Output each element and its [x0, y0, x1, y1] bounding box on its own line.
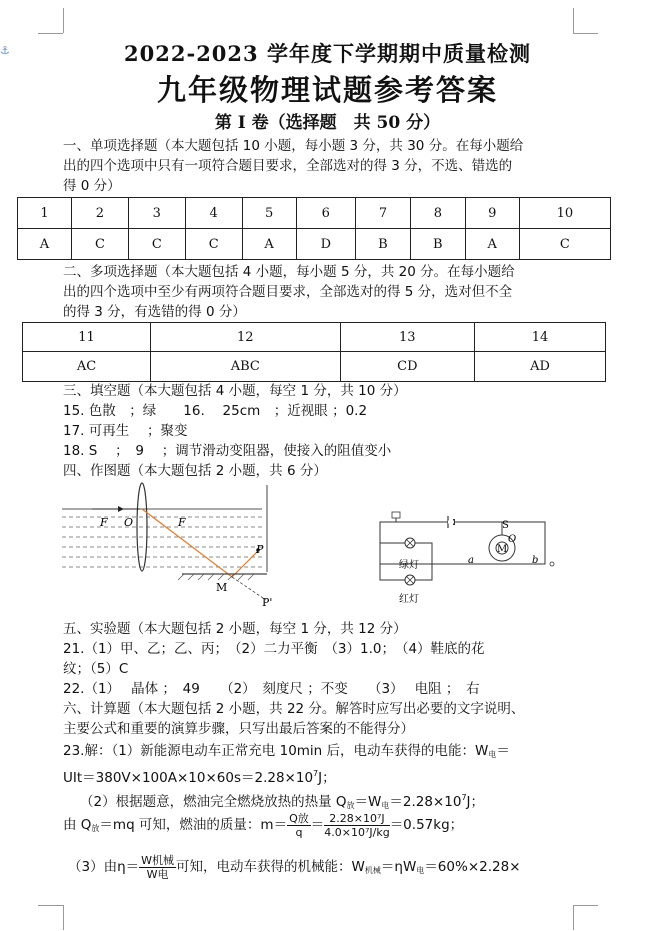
answer-line-21a: 21.（1）甲、乙；乙、丙； （2）二力平衡 （3）1.0； （4）鞋底的花	[63, 641, 485, 657]
table-cell: B	[410, 229, 465, 260]
fraction-efficiency	[139, 854, 176, 881]
exam-title: 2022-2023 学年度下学期期中质量检测	[124, 41, 531, 66]
denominator: q	[295, 825, 303, 839]
crop-mark-top-left	[63, 8, 64, 33]
table-cell: 4	[185, 198, 242, 229]
text-segment: ＝	[496, 743, 510, 759]
page-anchor-icon: ⚓	[0, 44, 10, 57]
crop-mark-top-right-h	[573, 33, 598, 34]
superscript: 7	[313, 769, 319, 778]
denominator: 4.0×10⁷J/kg	[324, 825, 390, 839]
section2-intro-1: 二、多项选择题（本大题包括 4 小题，每小题 5 分，共 20 分。在每小题给	[63, 264, 515, 280]
table-cell: A	[465, 229, 519, 260]
table-cell: ABC	[150, 352, 340, 382]
table-cell: 8	[410, 198, 465, 229]
section6-title: 六、计算题（本大题包括 2 小题，共 22 分。解答时应写出必要的文字说明、	[63, 701, 525, 717]
answer-23-line-5	[68, 850, 578, 888]
subscript: 电	[381, 801, 390, 810]
table-cell: 14	[475, 323, 606, 352]
circuit-label-b: b	[532, 555, 539, 566]
single-choice-answer-table	[17, 197, 611, 260]
optics-diagram	[62, 482, 277, 612]
circuit-label-green-lamp: 绿灯	[399, 560, 419, 571]
crop-mark-bottom-right	[573, 905, 574, 930]
optics-label-p: P	[256, 543, 264, 556]
subscript: 电	[488, 750, 497, 759]
subscript: 电	[416, 866, 425, 875]
text-segment: ＝mq 可知，燃油的质量：m＝	[99, 817, 288, 833]
circuit-label-a: a	[468, 555, 474, 566]
answer-line-17: 17. 可再生 ；聚变	[63, 423, 188, 439]
section2-intro-2: 出的四个选项中至少有两项符合题目要求，全部选对的得 5 分，选对但不全	[63, 284, 513, 300]
section6-title-2: 主要公式和重要的演算步骤，只写出最后答案的不能得分）	[63, 721, 414, 737]
answer-line-21b: 纹；（5）C	[63, 661, 129, 677]
table-cell: 2	[71, 198, 128, 229]
text-segment: （3）由η＝	[68, 859, 140, 875]
text-segment: 由 Q	[63, 817, 92, 833]
optics-label-p-prime: P'	[262, 596, 273, 609]
text-segment: ＝0.57kg；	[389, 817, 464, 833]
text-segment: 23.解：（1）新能源电动车正常充电 10min 后，电动车获得的电能：W	[63, 743, 489, 759]
text-segment: ＝60%×2.28×	[424, 859, 521, 875]
table-cell: C	[128, 229, 185, 260]
section1-intro-2: 出的四个选项中只有一项符合题目要求，全部选对的得 3 分，不选、错选的	[63, 158, 513, 174]
text-segment: ＝	[310, 817, 325, 833]
answer-line-22: 22.（1） 晶体 ； 49 （2） 刻度尺 ；不变 （3） 电阻 ； 右	[63, 681, 480, 697]
table-cell: 11	[23, 323, 151, 352]
fraction-q-over-q	[287, 812, 311, 839]
denominator: W电	[146, 867, 169, 881]
page-title: 九年级物理试题参考答案	[156, 73, 498, 107]
optics-label-f-right: F	[178, 516, 186, 529]
table-cell: A	[242, 229, 296, 260]
optics-label-o: O	[124, 516, 134, 529]
table-cell: D	[296, 229, 355, 260]
crop-mark-top-left-h	[38, 33, 63, 34]
table-cell: C	[71, 229, 128, 260]
subscript: 放	[91, 824, 100, 833]
table-cell: B	[356, 229, 411, 260]
section5-title: 五、实验题（本大题包括 2 小题，每空 1 分，共 12 分）	[63, 621, 407, 637]
text-segment: 可知，电动车获得的机械能：W	[176, 859, 365, 875]
text-segment: UIt＝380V×100A×10×60s＝2.28×10	[63, 770, 314, 786]
answer-line-18: 18. S ； 9 ；调节滑动变阻器，使接入的阻值变小	[63, 443, 392, 459]
section2-intro-3: 的得 3 分，有选错的得 0 分）	[63, 304, 246, 320]
table-cell: 3	[128, 198, 185, 229]
crop-mark-bottom-right-h	[573, 905, 598, 906]
circuit-label-o: O	[508, 534, 517, 545]
circuit-label-red-lamp: 红灯	[399, 594, 419, 605]
subscript: 放	[346, 801, 355, 810]
table-cell: C	[185, 229, 242, 260]
crop-mark-top-right	[573, 8, 574, 33]
table-cell: 7	[356, 198, 411, 229]
section4-title: 四、作图题（本大题包括 2 小题，共 6 分）	[63, 463, 327, 479]
table-cell: A	[18, 229, 72, 260]
section3-title: 三、填空题（本大题包括 4 小题，每空 1 分，共 10 分）	[63, 383, 407, 399]
table-cell: AD	[475, 352, 606, 382]
table-cell: C	[519, 229, 610, 260]
multi-choice-answer-table	[22, 322, 606, 382]
numerator: 2.28×10⁷J	[324, 812, 389, 826]
part-title: 第 I 卷（选择题 共 50 分）	[214, 113, 441, 133]
crop-mark-bottom-left-h	[38, 905, 63, 906]
subscript: 机械	[364, 866, 381, 875]
text-segment: J；	[466, 794, 485, 810]
text-segment: ＝W	[354, 794, 382, 810]
table-cell: 1	[18, 198, 72, 229]
table-cell: 9	[465, 198, 519, 229]
text-segment: ＝2.28×10	[389, 794, 462, 810]
optics-label-m: M	[216, 581, 228, 594]
text-segment: （2）根据题意，燃油完全燃烧放热的热量 Q	[80, 794, 347, 810]
answer-23-line-4	[63, 808, 573, 846]
section1-intro-1: 一、单项选择题（本大题包括 10 小题，每小题 3 分，共 30 分。在每小题给	[63, 138, 524, 154]
optics-label-f-left: F	[100, 516, 108, 529]
text-segment: ＝ηW	[380, 859, 417, 875]
table-cell: 13	[340, 323, 474, 352]
numerator: Q放	[289, 811, 309, 825]
crop-mark-bottom-left	[63, 905, 64, 930]
answer-23-line-2	[63, 764, 573, 788]
numerator: W机械	[141, 853, 175, 867]
answer-23-line-1	[63, 742, 573, 764]
table-cell: 12	[150, 323, 340, 352]
circuit-label-m: M	[497, 544, 508, 555]
table-cell: 6	[296, 198, 355, 229]
fraction-energy-over-heat-value	[324, 812, 389, 839]
section1-intro-3: 得 0 分）	[63, 178, 121, 194]
table-cell: CD	[340, 352, 474, 382]
text-segment: J；	[318, 770, 336, 786]
table-cell: AC	[23, 352, 151, 382]
table-cell: 10	[519, 198, 610, 229]
circuit-label-s: S	[502, 520, 509, 531]
superscript: 7	[461, 793, 467, 802]
table-cell: 5	[242, 198, 296, 229]
answer-line-15-16: 15. 色散 ；绿 16. 25cm ；近视眼 ；0.2	[63, 403, 368, 419]
circuit-diagram	[372, 508, 562, 608]
